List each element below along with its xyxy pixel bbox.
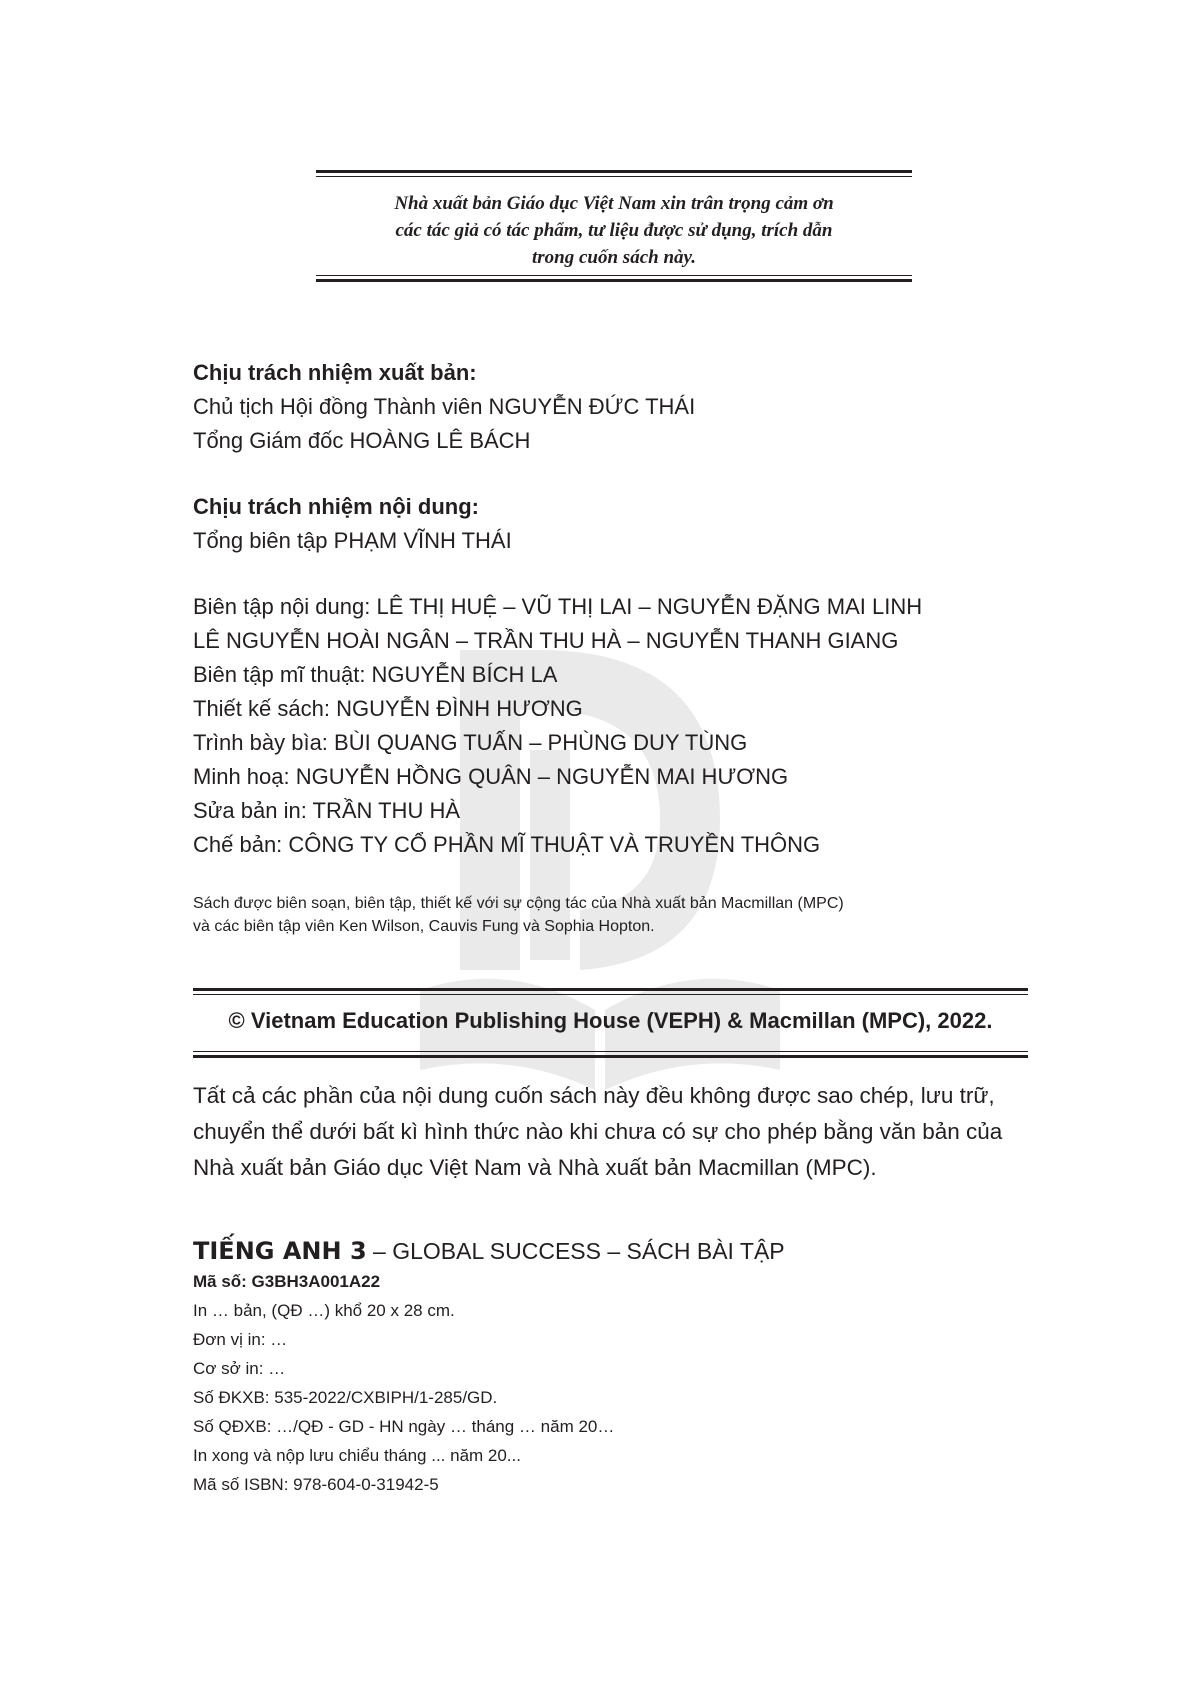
double-rule-bottom	[193, 1051, 1028, 1058]
collaboration-note	[193, 892, 844, 938]
copyright-box	[193, 988, 1028, 1058]
double-rule-bottom	[316, 275, 912, 282]
acknowledgement-text	[316, 190, 912, 271]
imprint-line: Đơn vị in: …	[193, 1330, 288, 1349]
rights-line: Tất cả các phần của nội dung cuốn sách này đều không được sao chép, lưu trữ,	[193, 1083, 995, 1108]
double-rule-top	[193, 988, 1028, 995]
credit-line: Minh hoạ: NGUYỄN HỒNG QUÂN – NGUYỄN MAI HƯƠNG	[193, 764, 789, 789]
imprint-details	[193, 1296, 614, 1499]
credit-line: Biên tập mĩ thuật: NGUYỄN BÍCH LA	[193, 662, 558, 687]
acknowledgement-box	[316, 170, 912, 282]
imprint-line: In xong và nộp lưu chiểu tháng ... năm 20...	[193, 1446, 521, 1465]
acknowledgement-line: trong cuốn sách này.	[532, 247, 696, 268]
rights-statement	[193, 1078, 1002, 1186]
imprint-line: Mã số ISBN: 978-604-0-31942-5	[193, 1475, 439, 1494]
credit-line: LÊ NGUYỄN HOÀI NGÂN – TRẦN THU HÀ – NGUYỄN THANH GIANG	[193, 628, 899, 653]
imprint-line: In … bản, (QĐ …) khổ 20 x 28 cm.	[193, 1301, 455, 1320]
content-responsibility	[193, 490, 512, 558]
publishing-responsibility	[193, 356, 695, 458]
double-rule-top	[316, 170, 912, 177]
acknowledgement-line: Nhà xuất bản Giáo dục Việt Nam xin trân trọng cảm ơn	[394, 193, 834, 214]
responsibility-line: Tổng biên tập PHẠM VĨNH THÁI	[193, 528, 512, 553]
credit-line: Thiết kế sách: NGUYỄN ĐÌNH HƯƠNG	[193, 696, 583, 721]
responsibility-line: Tổng Giám đốc HOÀNG LÊ BÁCH	[193, 428, 531, 453]
credit-line: Chế bản: CÔNG TY CỔ PHẦN MĨ THUẬT VÀ TRUYỀN THÔNG	[193, 832, 821, 857]
book-title-bold: TIẾNG ANH 3	[193, 1237, 367, 1265]
acknowledgement-line: các tác giả có tác phẩm, tư liệu được sử dụng, trích dẫn	[395, 220, 833, 241]
credits-list	[193, 590, 922, 862]
rights-line: Nhà xuất bản Giáo dục Việt Nam và Nhà xuất bản Macmillan (MPC).	[193, 1155, 877, 1180]
book-code: Mã số: G3BH3A001A22	[193, 1272, 381, 1291]
credit-line: Biên tập nội dung: LÊ THỊ HUỆ – VŨ THỊ LAI – NGUYỄN ĐẶNG MAI LINH	[193, 594, 923, 619]
section-heading: Chịu trách nhiệm nội dung:	[193, 494, 479, 519]
book-title-rest: – GLOBAL SUCCESS – SÁCH BÀI TẬP	[366, 1238, 785, 1264]
book-title	[193, 1236, 785, 1266]
imprint-line: Số QĐXB: …/QĐ - GD - HN ngày … tháng … năm 20…	[193, 1417, 615, 1436]
copyright-notice: © Vietnam Education Publishing House (VEPH) & Macmillan (MPC), 2022.	[228, 1008, 993, 1033]
note-line: Sách được biên soạn, biên tập, thiết kế với sự cộng tác của Nhà xuất bản Macmillan (MPC)	[193, 895, 844, 912]
note-line: và các biên tập viên Ken Wilson, Cauvis Fung và Sophia Hopton.	[193, 918, 655, 935]
rights-line: chuyển thể dưới bất kì hình thức nào khi chưa có sự cho phép bằng văn bản của	[193, 1119, 1003, 1144]
section-heading: Chịu trách nhiệm xuất bản:	[193, 360, 477, 385]
credit-line: Sửa bản in: TRẦN THU HÀ	[193, 798, 461, 823]
credit-line: Trình bày bìa: BÙI QUANG TUẤN – PHÙNG DUY TÙNG	[193, 730, 748, 755]
responsibility-line: Chủ tịch Hội đồng Thành viên NGUYỄN ĐỨC THÁI	[193, 394, 696, 419]
imprint-line: Cơ sở in: …	[193, 1359, 286, 1378]
imprint-line: Số ĐKXB: 535-2022/CXBIPH/1-285/GD.	[193, 1388, 498, 1407]
